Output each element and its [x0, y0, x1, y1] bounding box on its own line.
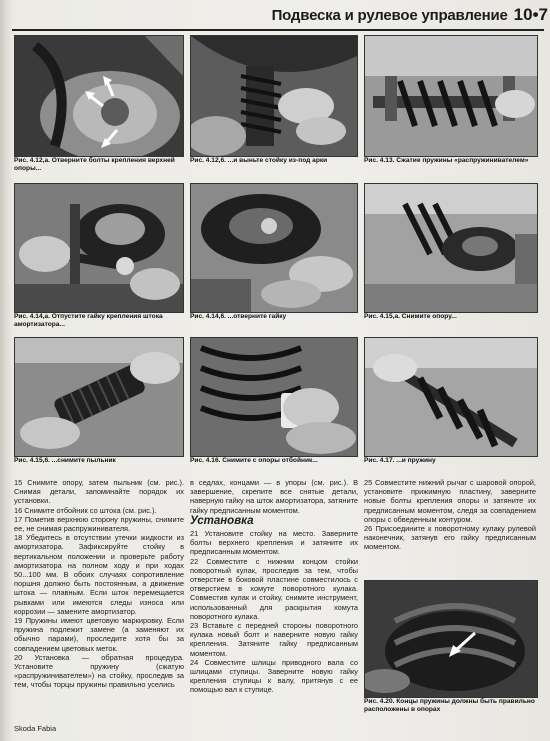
caption-4-12b: Рис. 4.12,6. ...и выньте стойку из-под арки — [190, 157, 328, 164]
caption-4-12a: Рис. 4.12,а. Отверните болты крепления верхней опоры... — [14, 157, 175, 172]
caption-4-14b: Рис. 4.14,6. ...отверните гайку — [190, 313, 287, 320]
photo-remove-mount — [364, 183, 538, 313]
photo-spring-ends-seated — [364, 580, 538, 698]
caption-4-20: Рис. 4.20. Концы пружины должны быть правильно расположены в опорах — [364, 698, 535, 713]
caption-4-15b: Рис. 4.15,6. ...снимите пыльник — [14, 457, 116, 464]
paragraph-17: 17 Пометив верхнюю сторону пружины, снимите ее, не снимая распружинивателя. — [14, 514, 184, 534]
paragraph-15: 15 Снимите опору, затем пыльник (см. рис.). Снимая детали, запоминайте порядок их установки. — [14, 478, 184, 506]
photo-top-mount-bolts — [14, 35, 184, 157]
paragraph-25: 25 Совместите нижний рычаг с шаровой опорой, установите прижимную пластину, заверните новые болты крепления опоры и затяните их предписанным моментом, следя за совпадением опоры с обведенным контуром. — [364, 478, 536, 524]
paragraph-20: 20 Установка — обратная процедура. Установите пружину (сжатую «распружинивателем») на стойку, проследив за тем, чтобы торцы пружины правильно уселись — [14, 652, 184, 690]
photo-unscrew-nut — [190, 183, 358, 313]
paragraph-21: 21 Установите стойку на место. Заверните болты верхнего крепления и затяните их предписанным моментом. — [190, 529, 358, 557]
text-column-2 — [190, 478, 358, 695]
paragraph-23: 23 Вставьте с передней стороны поворотного кулака новый болт и наверните новую гайку крепления. Затяните гайку предписанным моментом. — [190, 621, 358, 658]
page-footer: Skoda Fabia — [14, 724, 57, 733]
page-header — [262, 2, 548, 28]
text-column-3 — [364, 478, 536, 552]
paragraph-19: 19 Пружины имеют цветовую маркировку. Если пружина подлежит замене (а заменяют их обычно парами), проследите хотя бы за совпадением цветовых меток. — [14, 616, 184, 653]
caption-4-15a: Рис. 4.15,а. Снимите опору... — [364, 313, 457, 320]
paragraph-20-continued: в седлах, концами — в упоры (см. рис.). В завершение, скрепите все снятые детали, наверную гайку на шток амортизатора, затяните гайку предписанным моментом. — [190, 478, 358, 515]
photo-spring-compressor — [364, 35, 538, 157]
paragraph-18: 18 Убедитесь в отсутствии утечки жидкости из амортизатора. Зафиксируйте стойку в вертикальном положении и проверьте работу амортизатора на полном ходу и при ходах 50...100 мм. В обоих случаях сопротивление поршня должно быть постоянным, а движение штока — плавным. Если шток перемещается рывками или имеются следы износа или коррозии — замените амортизатор. — [14, 533, 184, 616]
section-heading-installation: Установка — [190, 514, 254, 527]
caption-4-17: Рис. 4.17. ...и пружину — [364, 457, 436, 464]
photo-loosen-nut — [14, 183, 184, 313]
caption-4-13: Рис. 4.13. Сжатие пружины «распружинивателем» — [364, 157, 529, 164]
photo-remove-bump-stop — [190, 337, 358, 457]
paragraph-16: 16 Снимите отбойник со штока (см. рис.). — [14, 505, 157, 515]
caption-4-16: Рис. 4.16. Снимите с опоры отбойник... — [190, 457, 318, 464]
chapter-title: Подвеска и рулевое управление — [271, 6, 508, 24]
paragraph-26: 26 Присоедините к поворотному кулаку рулевой наконечник, затянув его гайку предписанным моментом. — [364, 524, 536, 552]
photo-remove-strut — [190, 35, 358, 157]
header-rule — [12, 29, 544, 31]
caption-4-14a: Рис. 4.14,а. Отпустите гайку крепления штока амортизатора... — [14, 313, 163, 328]
photo-remove-boot — [14, 337, 184, 457]
paragraph-24: 24 Совместите шлицы приводного вала со шлицами ступицы. Заверните новую гайку крепления ступицы к валу, притянув с ее помощью вал к ступице. — [190, 657, 358, 695]
text-column-1 — [14, 478, 184, 690]
paragraph-22: 22 Совместите с нижним концом стойки поворотный кулак, проследив за тем, чтобы отверстие в боковой пластине совместилось с отверстием в хомуте поворотного кулака. Совместив кулак и стойку, снимите инструмент, использованный для раскрытия хомута поворотного кулака. — [190, 556, 358, 621]
page-number: 10•7 — [513, 5, 548, 24]
photo-remove-spring — [364, 337, 538, 457]
